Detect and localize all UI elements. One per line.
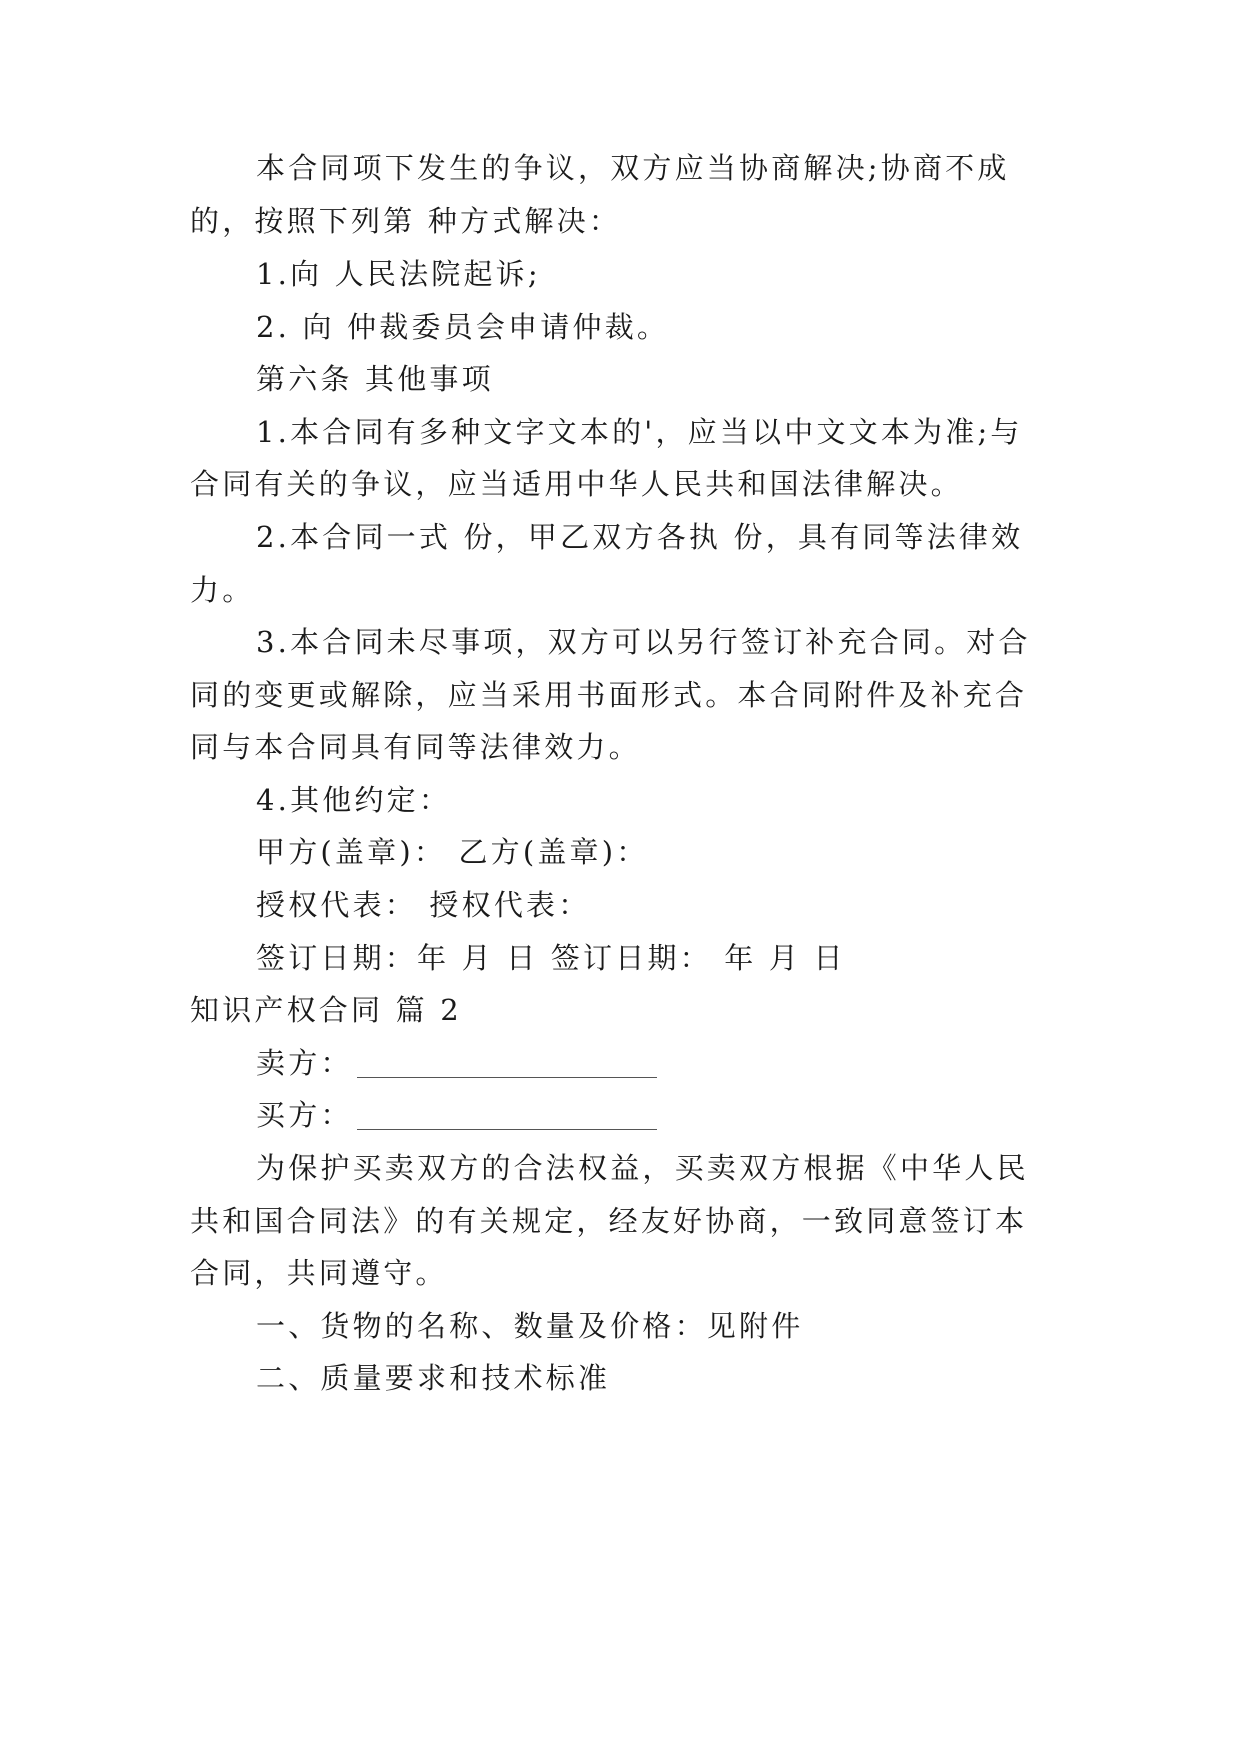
clause-4-line: 4.其他约定： xyxy=(256,783,452,817)
preamble-line-1: 为保护买卖双方的合法权益，买卖双方根据《中华人民 xyxy=(256,1151,1029,1185)
article-six-heading: 第六条 其他事项 xyxy=(256,362,494,396)
signing-date-line: 签订日期：年 月 日 签订日期： 年 月 日 xyxy=(256,941,846,975)
paragraph-dispute-line-2: 的，按照下列第 种方式解决： xyxy=(190,204,622,238)
clause-3-line-2: 同的变更或解除，应当采用书面形式。本合同附件及补充合 xyxy=(190,678,1028,712)
seal-line: 甲方(盖章)： 乙方(盖章)： xyxy=(256,835,649,869)
preamble-line-3: 合同，共同遵守。 xyxy=(190,1256,448,1290)
buyer-blank xyxy=(357,1105,657,1130)
option-arbitration-line: 2. 向 仲裁委员会申请仲裁。 xyxy=(256,310,670,344)
clause-2-line-1: 2.本合同一式 份，甲乙双方各执 份，具有同等法律效 xyxy=(256,520,1024,554)
clause-1-line-2: 合同有关的争议，应当适用中华人民共和国法律解决。 xyxy=(190,467,963,501)
clause-1-line-1: 1.本合同有多种文字文本的'，应当以中文文本为准;与 xyxy=(256,415,1023,449)
buyer-line xyxy=(256,1097,1050,1133)
clause-3-line-1: 3.本合同未尽事项，双方可以另行签订补充合同。对合 xyxy=(256,625,1031,659)
preamble-line-2: 共和国合同法》的有关规定，经友好协商，一致同意签订本 xyxy=(190,1204,1028,1238)
option-court-line: 1.向 人民法院起诉; xyxy=(256,257,541,291)
seller-blank xyxy=(357,1053,657,1078)
seller-line xyxy=(256,1045,1050,1081)
section-heading-part-2: 知识产权合同 篇 2 xyxy=(190,993,462,1027)
clause-2-line-2: 力。 xyxy=(190,573,255,607)
paragraph-dispute-line-1: 本合同项下发生的争议，双方应当协商解决;协商不成 xyxy=(256,151,1010,185)
buyer-label: 买方： xyxy=(256,1098,353,1132)
seller-label: 卖方： xyxy=(256,1046,353,1080)
section-one-heading: 一、货物的名称、数量及价格：见附件 xyxy=(256,1309,804,1343)
section-two-heading: 二、质量要求和技术标准 xyxy=(256,1361,611,1395)
representative-line: 授权代表： 授权代表： xyxy=(256,888,591,922)
clause-3-line-3: 同与本合同具有同等法律效力。 xyxy=(190,730,641,764)
